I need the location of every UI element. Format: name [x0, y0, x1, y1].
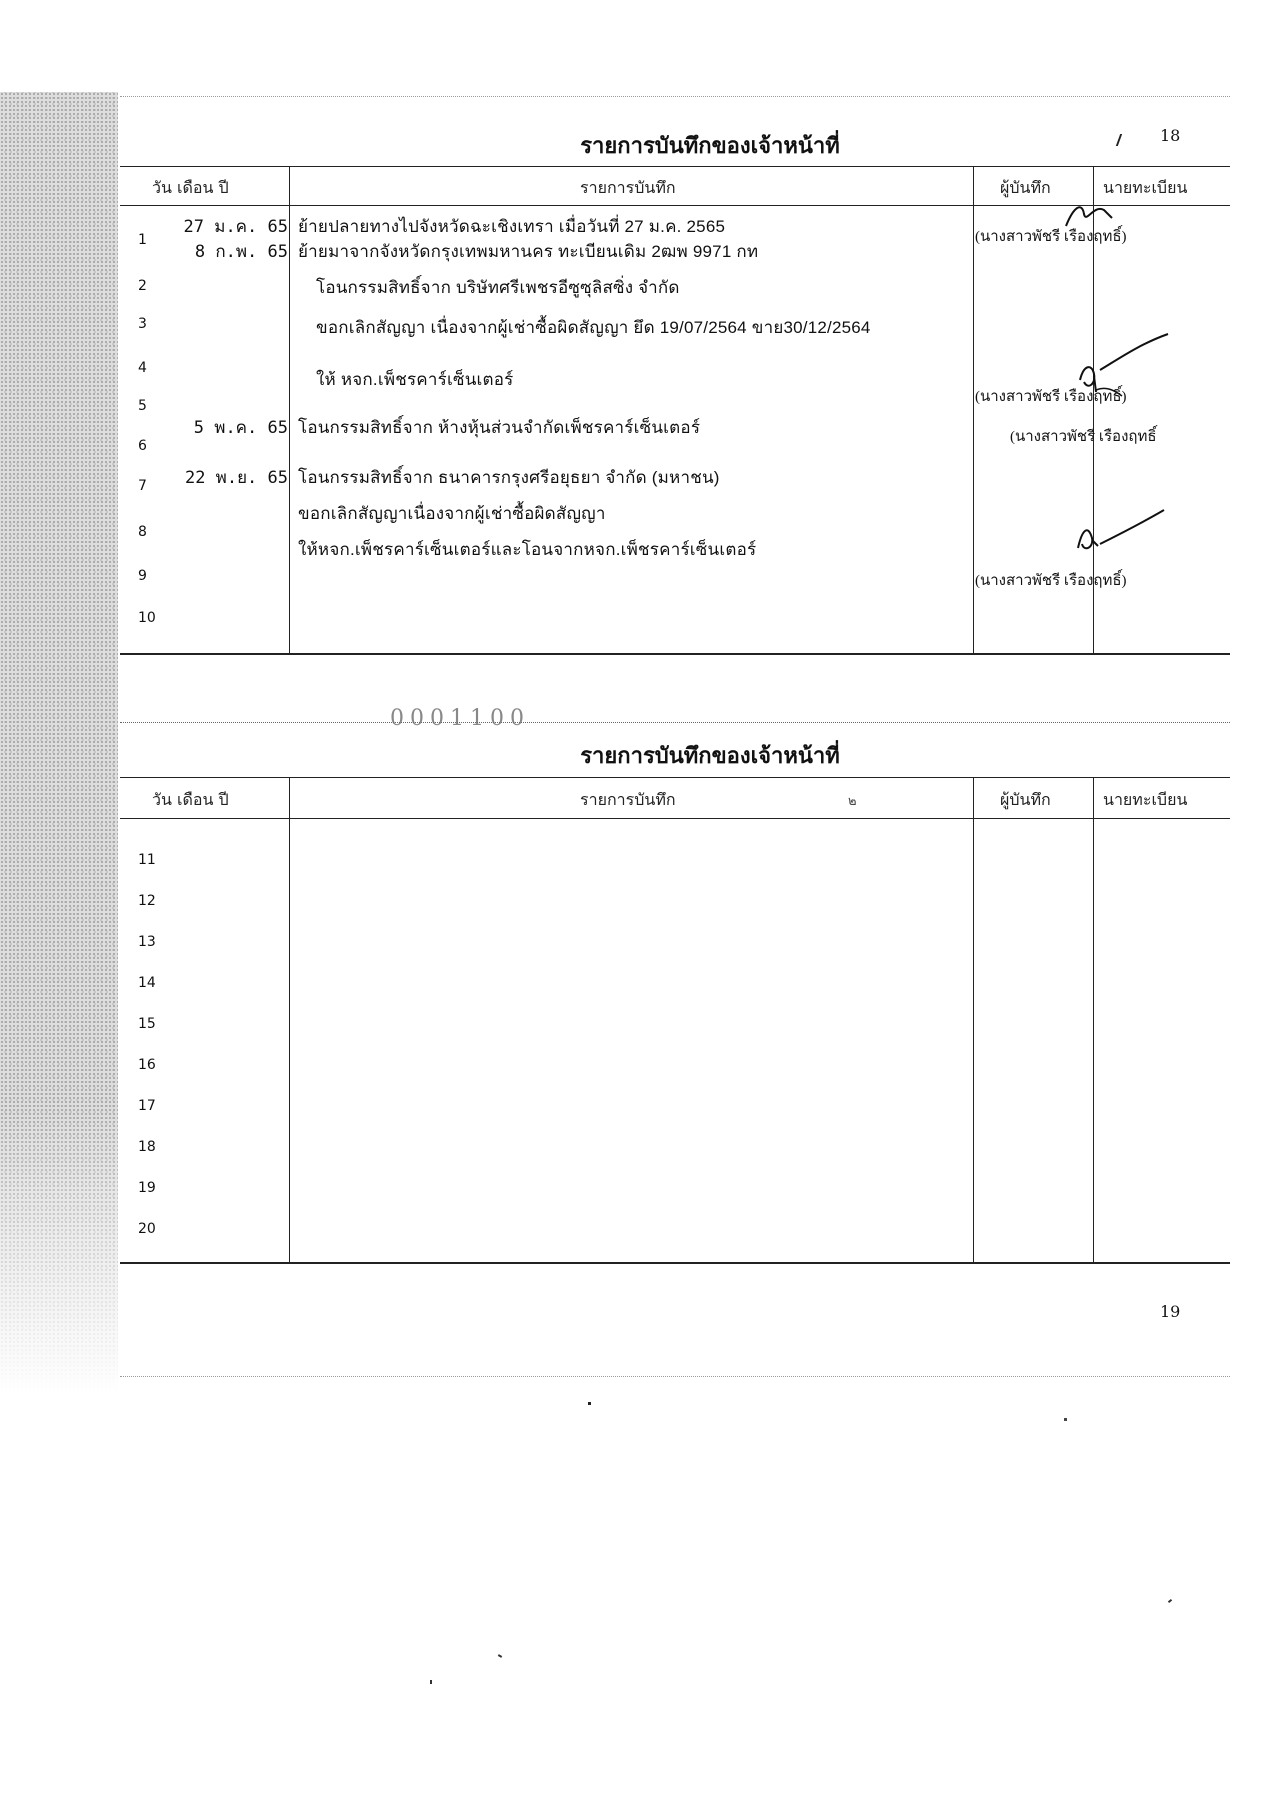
signature-scribble [1070, 500, 1170, 560]
table-bottom-border [120, 653, 1230, 655]
entry-text: ย้ายมาจากจังหวัดกรุงเทพมหานคร ทะเบียนเดิม 2ฒพ 9971 กท [298, 242, 759, 261]
entry-text: ย้ายปลายทางไปจังหวัดฉะเชิงเทรา เมื่อวันที่ 27 ม.ค. 2565 [298, 217, 726, 236]
page-title: รายการบันทึกของเจ้าหน้าที่ [580, 133, 840, 159]
entry-date: 5 พ.ค. 65 [193, 418, 288, 438]
row-number: 19 [138, 1180, 156, 1196]
row-number: 16 [138, 1057, 156, 1073]
table-header-border [120, 818, 1230, 819]
row-number: 15 [138, 1016, 156, 1032]
entry-column-divider [973, 166, 974, 654]
page-number: 18 [1160, 126, 1181, 145]
header-entry: รายการบันทึก [580, 178, 676, 197]
scan-speck [430, 1680, 432, 1684]
row-number: 8 [138, 524, 147, 540]
entry-text: ให้หจก.เพ็ชรคาร์เซ็นเตอร์และโอนจากหจก.เพ็ชรคาร์เซ็นเตอร์ [298, 540, 757, 559]
row-number: 3 [138, 316, 147, 332]
date-column-divider [289, 166, 290, 654]
row-number: 5 [138, 398, 147, 414]
recorder-name: (นางสาวพัชรี เรืองฤทธิ์ [1010, 429, 1157, 445]
scan-dotted-edge-bottom [120, 1376, 1230, 1377]
header-recorder: ผู้บันทึก [1000, 790, 1051, 809]
entry-column-divider [973, 777, 974, 1263]
row-number: 7 [138, 478, 147, 494]
signature-scribble [1070, 330, 1180, 410]
section-marker: ๒ [848, 794, 857, 809]
scan-speck [1064, 1418, 1067, 1421]
row-number: 13 [138, 934, 156, 950]
entry-date: 22 พ.ย. 65 [184, 468, 288, 488]
page-number: 19 [1160, 1302, 1181, 1321]
header-registrar: นายทะเบียน [1103, 178, 1188, 197]
row-number: 10 [138, 610, 156, 626]
scan-dotted-edge-top [120, 96, 1230, 97]
recorder-name: (นางสาวพัชรี เรืองฤทธิ์) [975, 573, 1127, 589]
row-number: 4 [138, 360, 147, 376]
page-title: รายการบันทึกของเจ้าหน้าที่ [580, 743, 840, 769]
row-number: 11 [138, 852, 156, 868]
header-recorder: ผู้บันทึก [1000, 178, 1051, 197]
row-number: 14 [138, 975, 156, 991]
row-number: 18 [138, 1139, 156, 1155]
faded-stamp-digits: 0001100 [390, 706, 530, 731]
scan-speck [588, 1402, 591, 1405]
header-registrar: นายทะเบียน [1103, 790, 1188, 809]
table-top-border [120, 777, 1230, 778]
date-column-divider [289, 777, 290, 1263]
recorder-name: (นางสาวพัชรี เรืองฤทธิ์) [975, 389, 1127, 405]
recorder-column-divider [1093, 777, 1094, 1263]
header-date: วัน เดือน ปี [152, 178, 229, 197]
row-number: 9 [138, 568, 147, 584]
perforation-line [120, 722, 1230, 723]
row-number: 17 [138, 1098, 156, 1114]
table-bottom-border [120, 1262, 1230, 1264]
table-top-border [120, 166, 1230, 167]
entry-text: โอนกรรมสิทธิ์จาก ธนาคารกรุงศรีอยุธยา จำกัด (มหาชน) [298, 468, 720, 487]
recorder-name: (นางสาวพัชรี เรืองฤทธิ์) [975, 229, 1127, 245]
scan-speck [498, 1654, 502, 1658]
signature-scribble [1060, 196, 1120, 236]
row-number: 6 [138, 438, 147, 454]
entry-date: 27 ม.ค. 65 [183, 217, 288, 237]
entry-text: โอนกรรมสิทธิ์จาก ห้างหุ้นส่วนจำกัดเพ็ชรคาร์เซ็นเตอร์ [298, 418, 701, 437]
row-number: 12 [138, 893, 156, 909]
entry-date: 8 ก.พ. 65 [194, 242, 288, 262]
entry-text: ขอกเลิกสัญญา เนื่องจากผู้เช่าซื้อผิดสัญญา ยึด 19/07/2564 ขาย30/12/2564 [316, 318, 871, 337]
scan-speck [1168, 1599, 1172, 1603]
header-entry: รายการบันทึก [580, 790, 676, 809]
header-date: วัน เดือน ปี [152, 790, 229, 809]
row-number: 2 [138, 278, 147, 294]
row-number: 20 [138, 1221, 156, 1237]
entry-text: ขอกเลิกสัญญาเนื่องจากผู้เช่าซื้อผิดสัญญา [298, 504, 606, 523]
entry-text: ให้ หจก.เพ็ชรคาร์เซ็นเตอร์ [316, 370, 514, 389]
entry-text: โอนกรรมสิทธิ์จาก บริษัทศรีเพชรอีซูซุลิสซิ่ง จำกัด [316, 278, 680, 297]
row-number: 1 [138, 232, 147, 248]
